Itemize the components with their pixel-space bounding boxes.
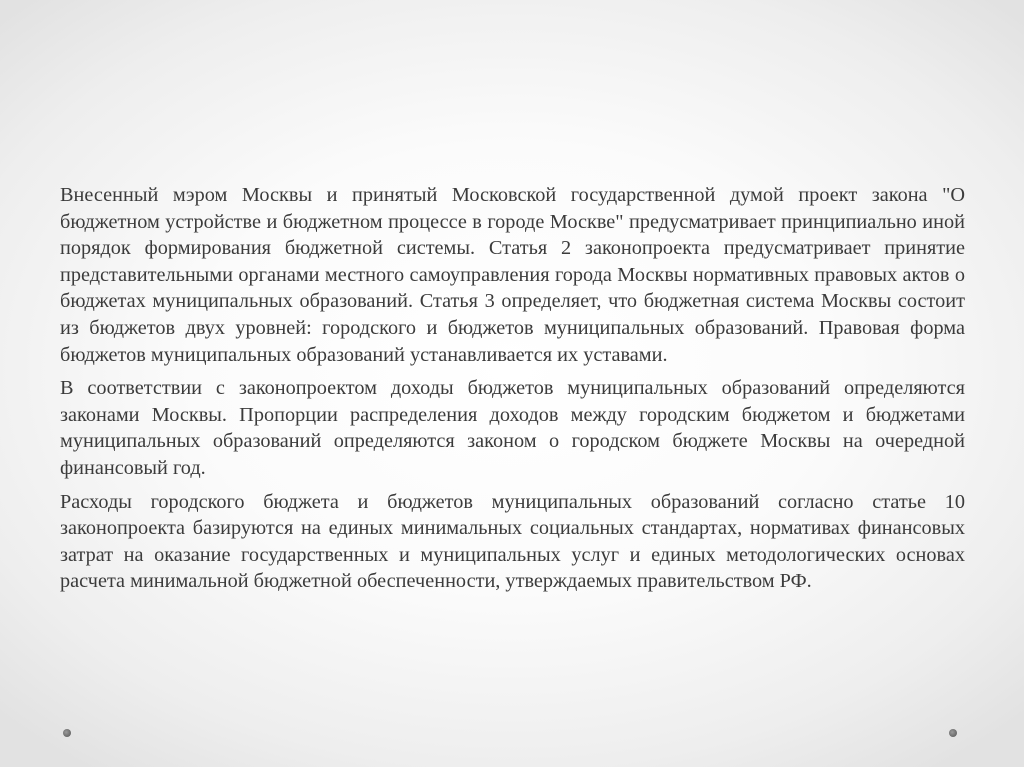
paragraph-draft-law-overview: Внесенный мэром Москвы и принятый Московской государственной думой проект закона "О бюджетном устройстве и бюджетном процессе в городе Москве" предусматривает принципиально иной порядок формирования бюджетной системы. Статья 2 законопроекта предусматривает принятие представительными органами местного самоуправления города Москвы нормативных правовых актов о бюджетах муниципальных образований. Статья 3 определяет, что бюджетная система Москвы состоит из бюджетов двух уровней: городского и бюджетов муниципальных образований. Правовая форма бюджетов муниципальных образований устанавливается их уставами.	[60, 184, 965, 366]
slide-body-text	[60, 182, 965, 602]
decorative-dot-left-icon	[63, 729, 71, 737]
decorative-dot-right-icon	[949, 729, 957, 737]
paragraph-expenditures: Расходы городского бюджета и бюджетов муниципальных образований согласно статье 10 законопроекта базируются на единых минимальных социальных стандартах, нормативах финансовых затрат на оказание государственных и муниципальных услуг и единых методологических основах расчета минимальной бюджетной обеспеченности, утверждаемых правительством РФ.	[60, 490, 965, 593]
paragraph-revenues: В соответствии с законопроектом доходы бюджетов муниципальных образований определяются законами Москвы. Пропорции распределения доходов между городским бюджетом и бюджетами муниципальных образований определяются законом о городском бюджете Москвы на очередной финансовый год.	[60, 377, 965, 479]
